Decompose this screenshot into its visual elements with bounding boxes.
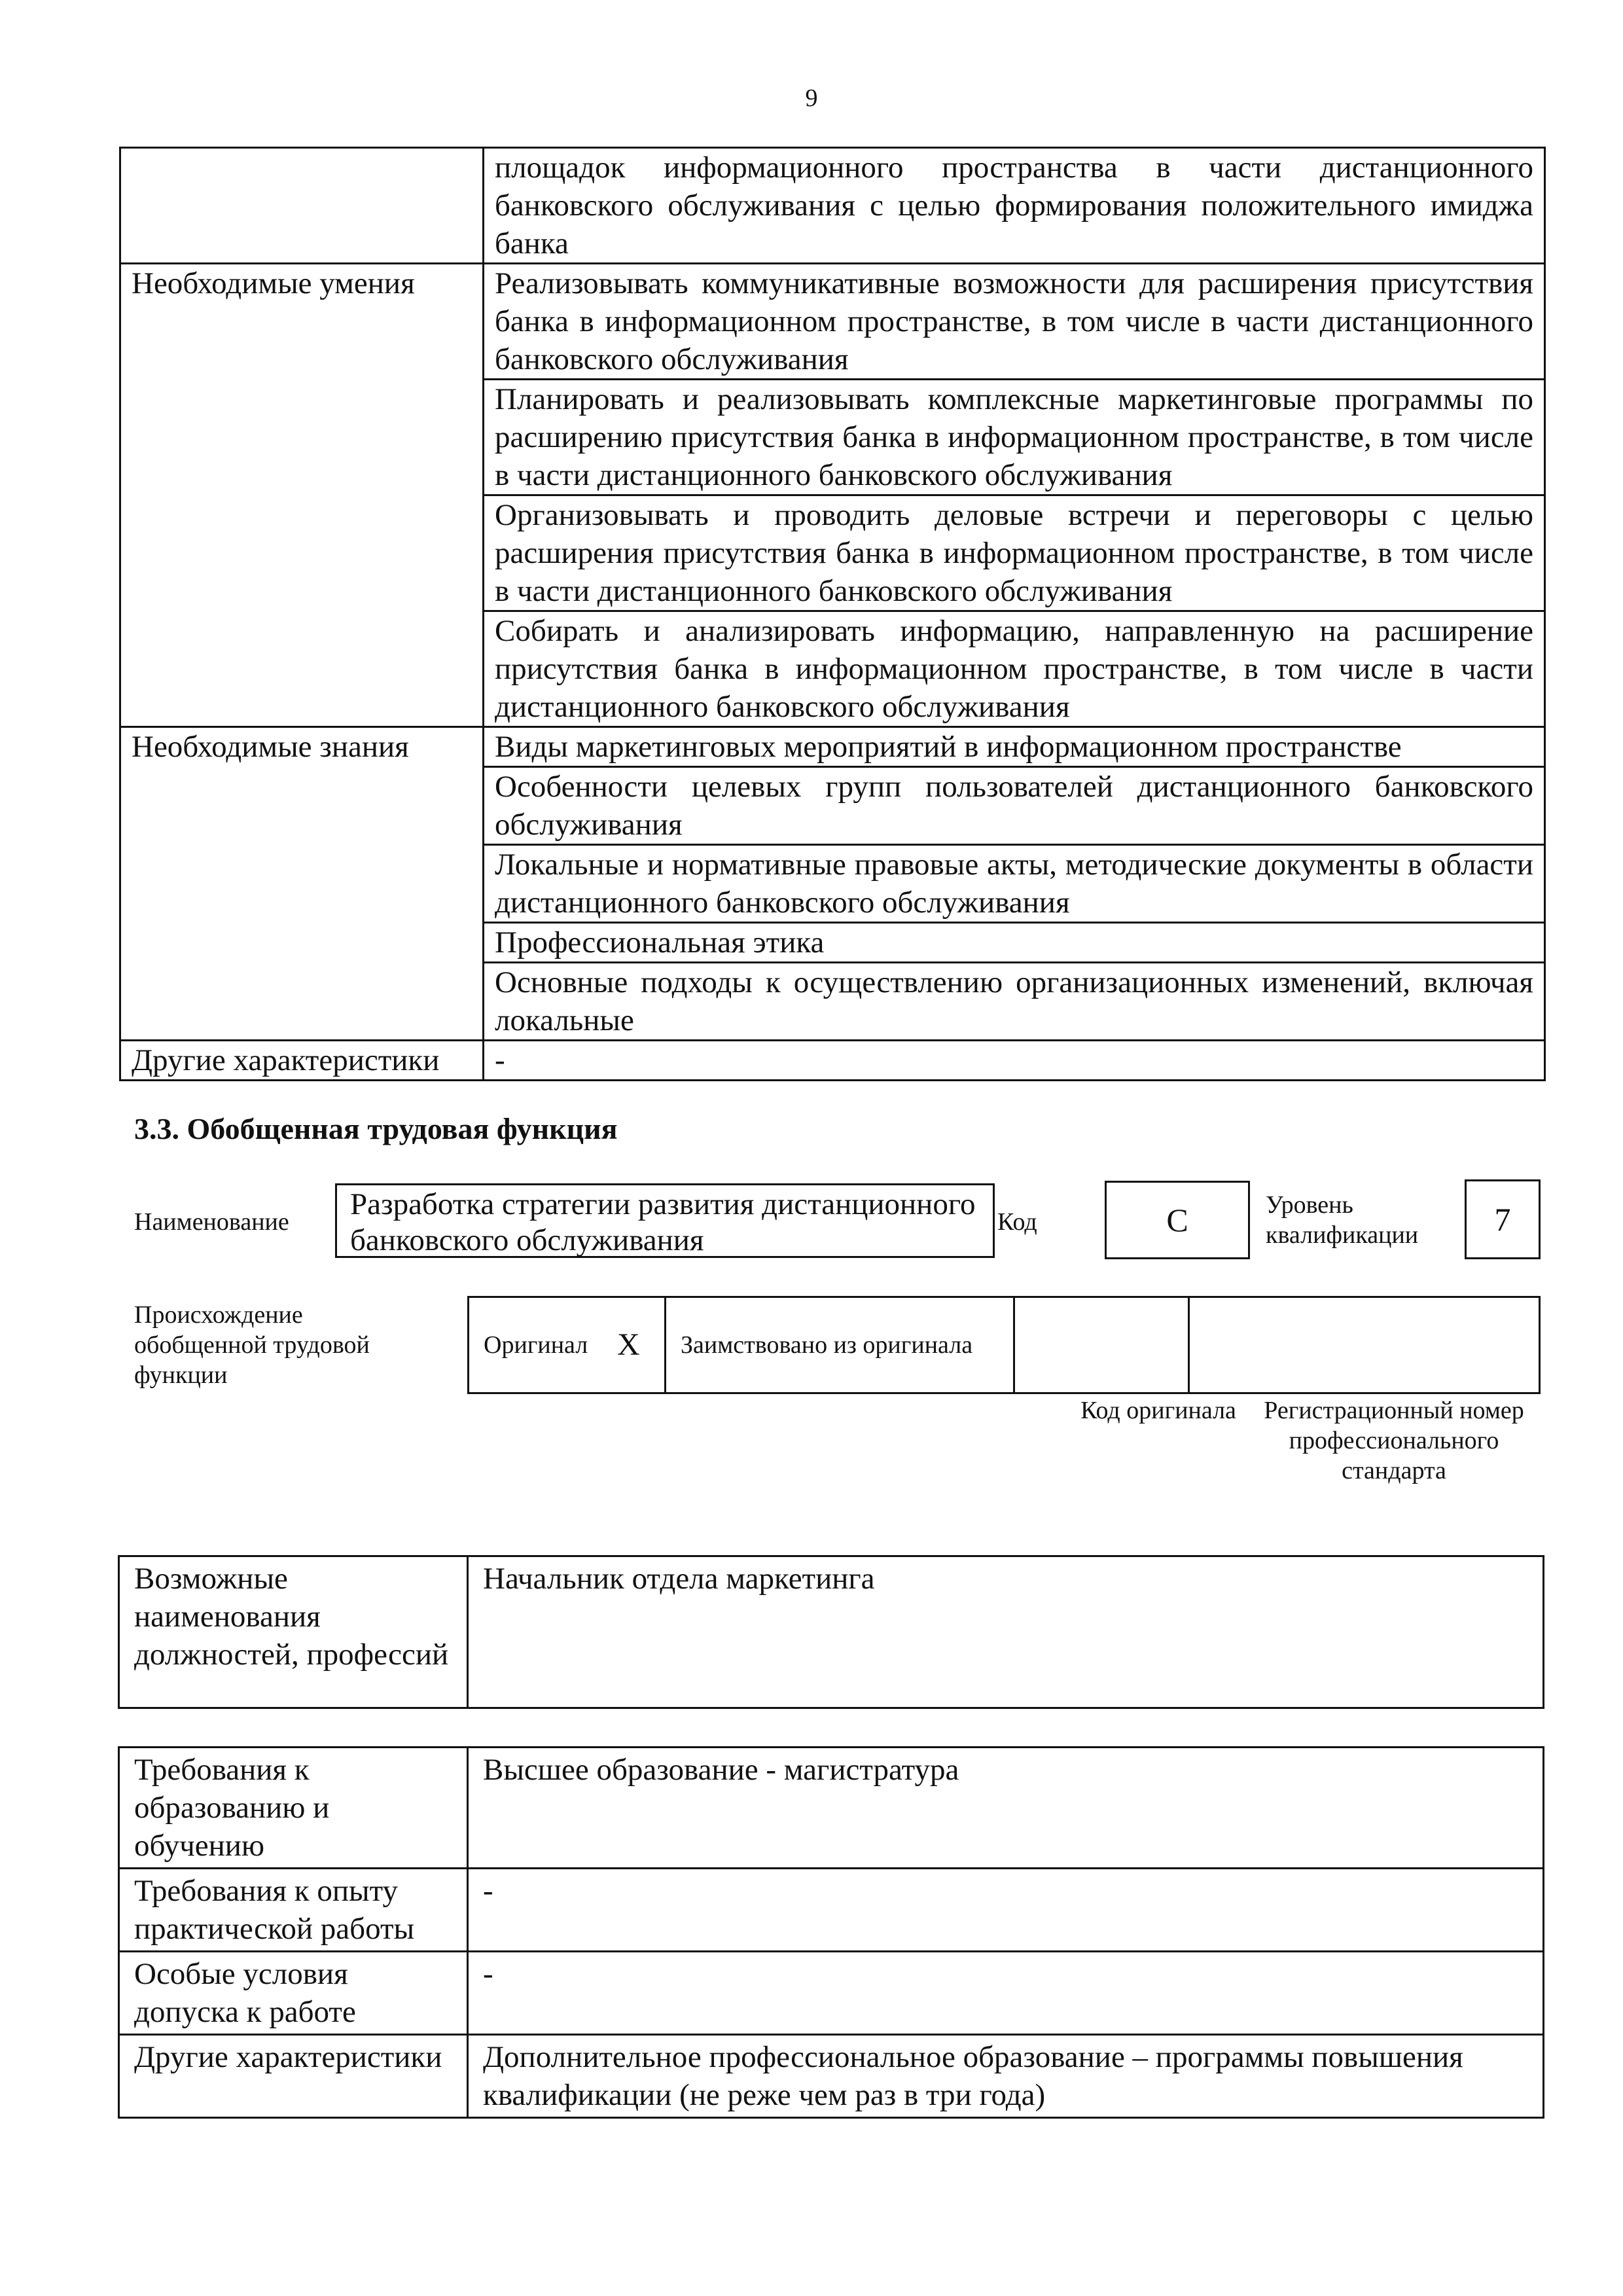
page-number: 9: [805, 84, 818, 112]
requirement-label: Требования к опыту практической работы: [119, 1869, 468, 1952]
positions-table: [118, 1555, 1544, 1709]
knowledge-label: Необходимые знания: [120, 727, 484, 1041]
skill-item: Реализовывать коммуникативные возможности для расширения присутствия банка в информационном пространстве, в том числе в части дистанционного банковского обслуживания: [484, 264, 1545, 380]
skills-label: Необходимые умения: [120, 264, 484, 727]
code-value-box: C: [1105, 1181, 1250, 1259]
original-label: Оригинал: [469, 1297, 603, 1393]
origin-table: [467, 1296, 1541, 1394]
knowledge-item: Особенности целевых групп пользователей дистанционного банковского обслуживания: [484, 767, 1545, 845]
knowledge-item: Профессиональная этика: [484, 923, 1545, 963]
section-heading: 3.3. Обобщенная трудовая функция: [134, 1112, 618, 1145]
requirement-value: Высшее образование - магистратура: [468, 1748, 1544, 1869]
requirement-label: Особые условия допуска к работе: [119, 1952, 468, 2035]
original-code-cell: [1014, 1297, 1189, 1393]
original-code-caption: Код оригинала: [1080, 1397, 1236, 1424]
positions-label: Возможные наименования должностей, профессий: [119, 1556, 468, 1708]
skills-knowledge-table: [119, 147, 1546, 1081]
continuation-cell: площадок информационного пространства в части дистанционного банковского обслуживания с целью формирования положительного имиджа банка: [484, 148, 1545, 264]
origin-label: Происхождение обобщенной трудовой функции: [134, 1301, 370, 1389]
positions-value: Начальник отдела маркетинга: [468, 1556, 1544, 1708]
name-value-box: Разработка стратегии развития дистанционного банковского обслуживания: [335, 1183, 995, 1258]
level-value-box: 7: [1465, 1179, 1541, 1259]
other-label: Другие характеристики: [120, 1041, 484, 1081]
level-label-line2: квалификации: [1266, 1221, 1419, 1249]
registration-number-cell: [1189, 1297, 1540, 1393]
name-label: Наименование: [134, 1208, 289, 1236]
skill-item: Организовывать и проводить деловые встречи и переговоры с целью расширения присутствия банка в информационном пространстве, в том числе в части дистанционного банковского обслуживания: [484, 495, 1545, 611]
requirement-label: Требования к образованию и обучению: [119, 1748, 468, 1869]
borrowed-label: Заимствовано из оригинала: [666, 1297, 1014, 1393]
requirement-value: Дополнительное профессиональное образование – программы повышения квалификации (не реже чем раз в три года): [468, 2035, 1544, 2118]
requirement-value: -: [468, 1952, 1544, 2035]
skill-item: Собирать и анализировать информацию, направленную на расширение присутствия банка в информационном пространстве, в том числе в части дистанционного банковского обслуживания: [484, 611, 1545, 727]
original-mark: X: [603, 1297, 666, 1393]
requirement-value: -: [468, 1869, 1544, 1952]
level-label-line1: Уровень: [1266, 1191, 1353, 1219]
knowledge-item: Локальные и нормативные правовые акты, методические документы в области дистанционного банковского обслуживания: [484, 845, 1545, 923]
code-label: Код: [997, 1208, 1037, 1236]
skill-item: Планировать и реализовывать комплексные маркетинговые программы по расширению присутствия банка в информационном пространстве, в том числе в части дистанционного банковского обслуживания: [484, 380, 1545, 495]
knowledge-item: Виды маркетинговых мероприятий в информационном пространстве: [484, 727, 1545, 767]
registration-number-caption: Регистрационный номер профессионального стандарта: [1264, 1397, 1524, 1484]
empty-label-cell: [120, 148, 484, 264]
other-value: -: [484, 1041, 1545, 1081]
knowledge-item: Основные подходы к осуществлению организационных изменений, включая локальные: [484, 963, 1545, 1041]
requirement-label: Другие характеристики: [119, 2035, 468, 2118]
requirements-table: [118, 1746, 1544, 2119]
